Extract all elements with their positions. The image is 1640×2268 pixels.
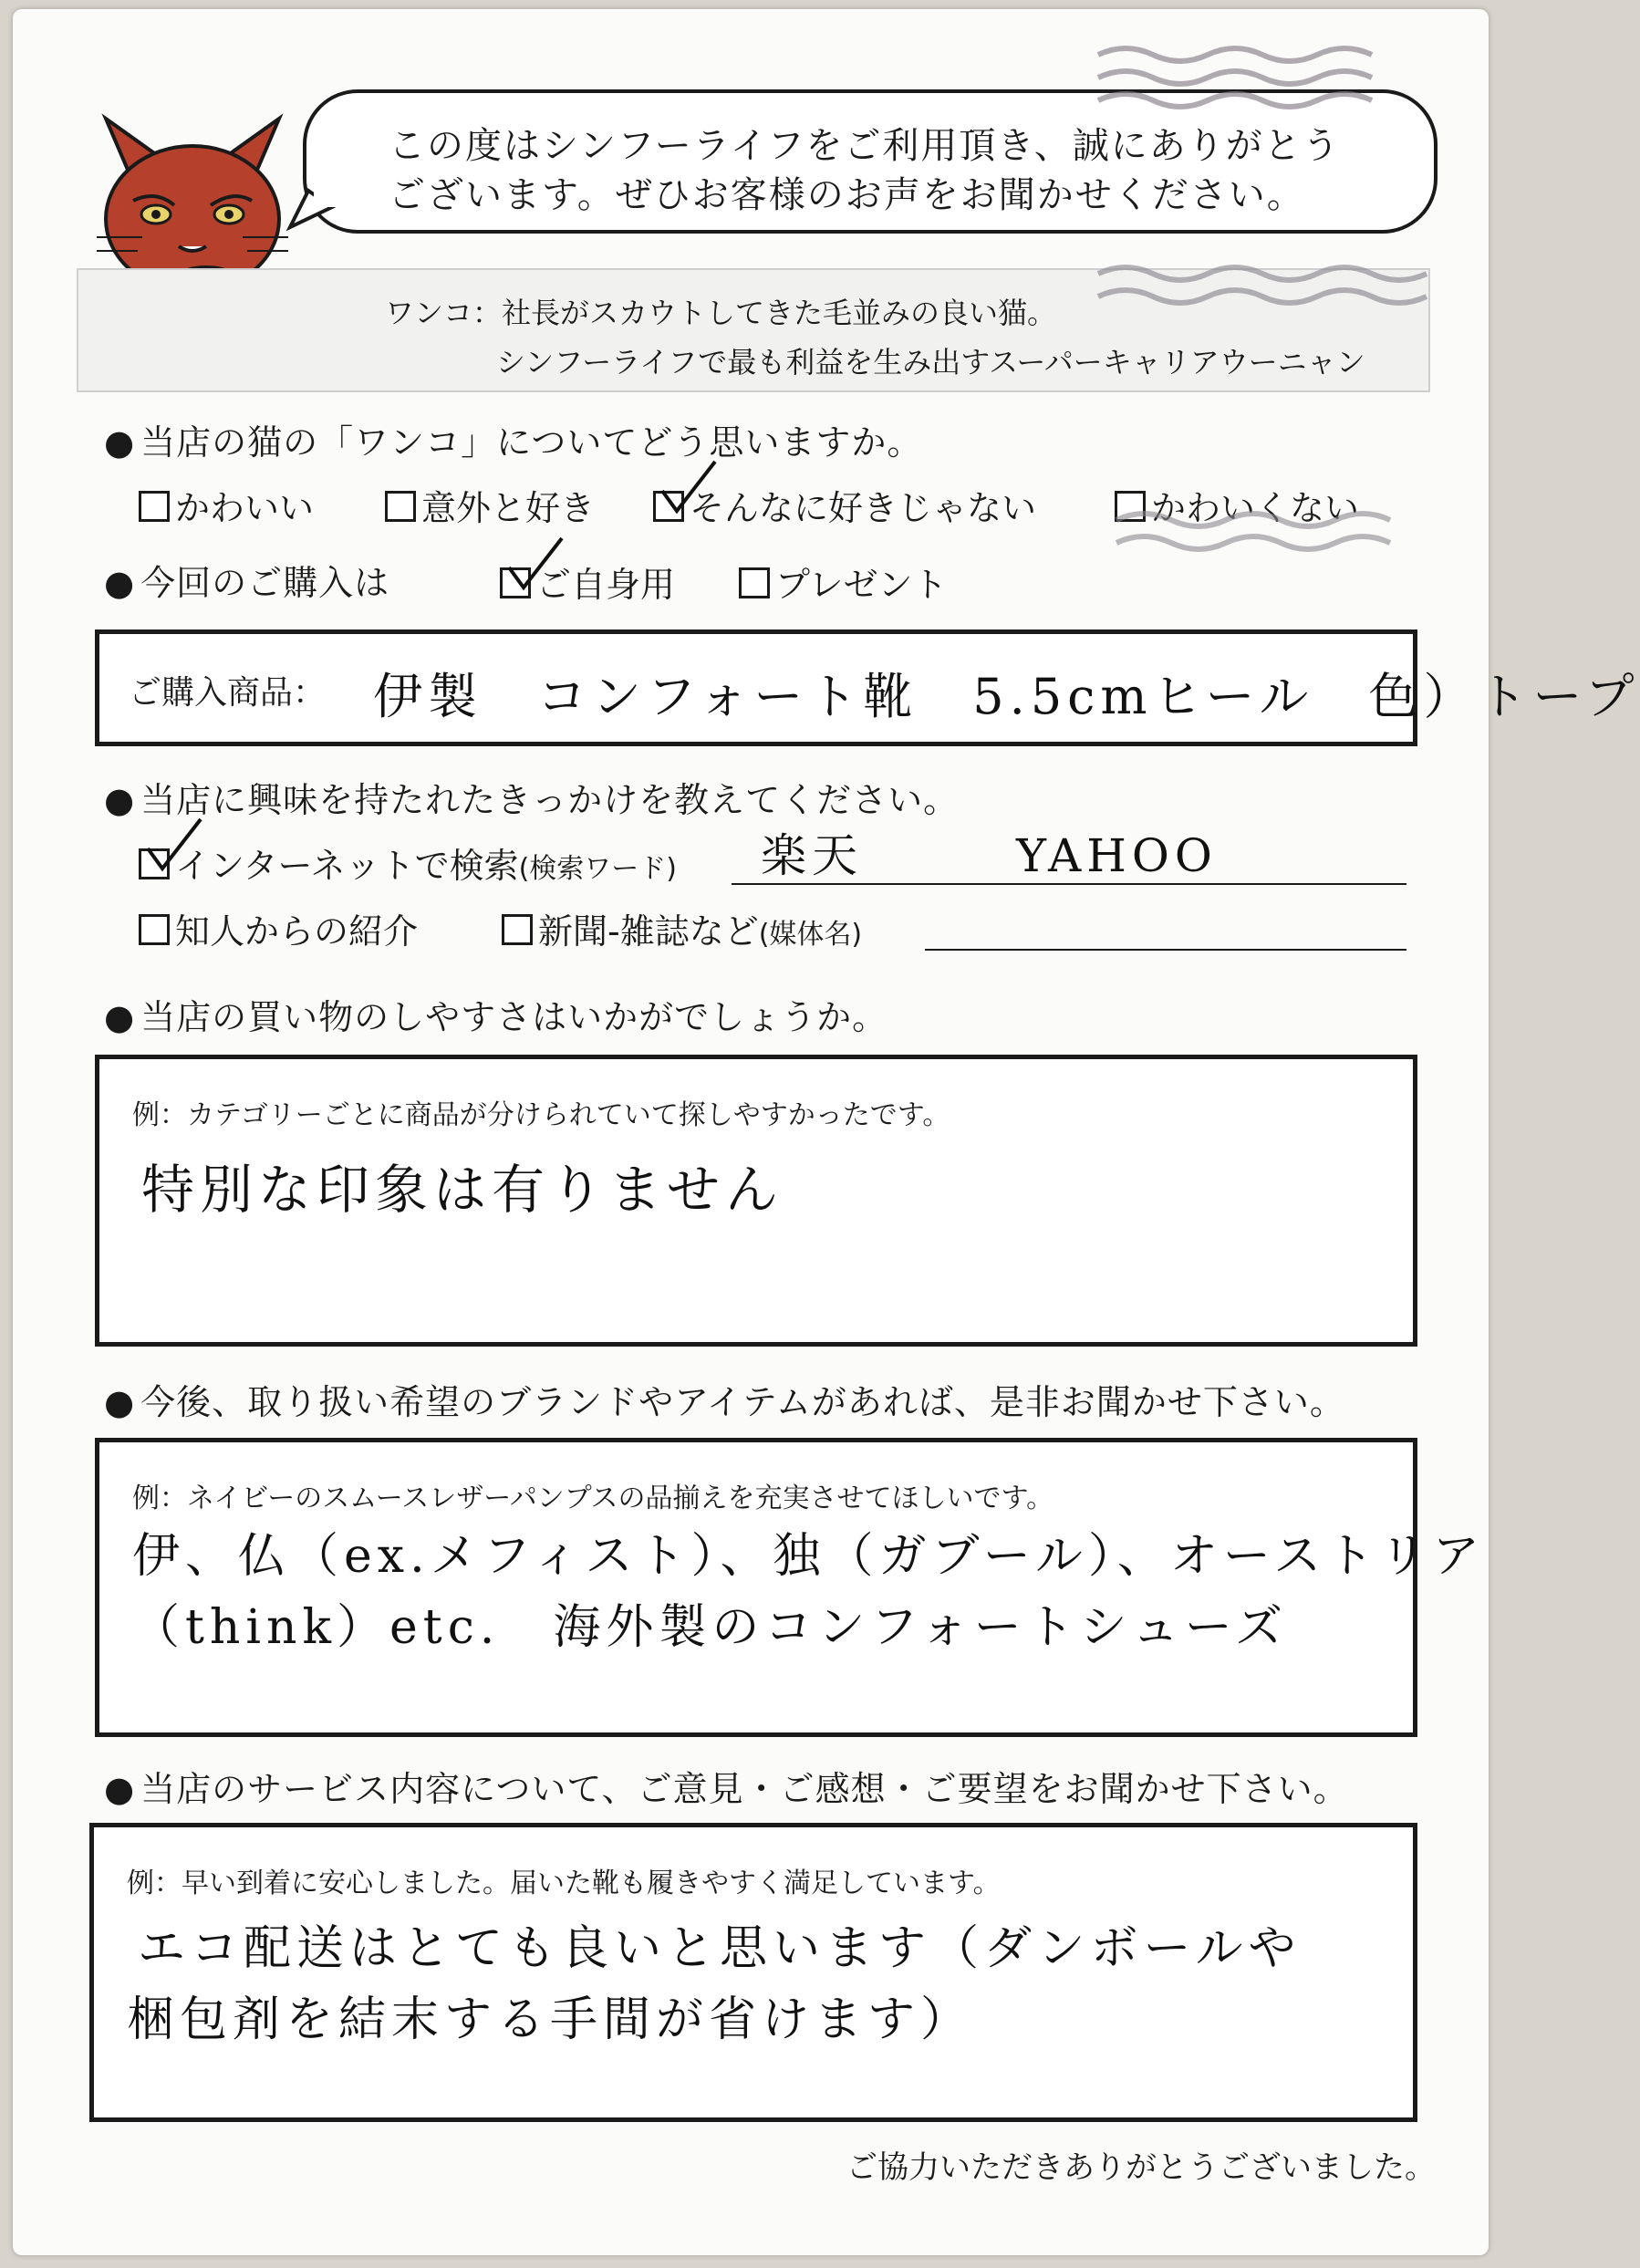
answer-box-4 bbox=[95, 1055, 1417, 1347]
q2-option-2[interactable]: プレゼント bbox=[739, 557, 947, 607]
postmark-wave-decoration bbox=[1116, 502, 1354, 566]
answer-5-line-2: （think）etc. 海外製のコンフォートシューズ bbox=[132, 1600, 1289, 1655]
q3-option-internet[interactable]: インターネットで検索(検索ワード) bbox=[139, 837, 677, 888]
example-5: 例：ネイビーのスムースレザーパンプスの品揃えを充実させてほしいです。 bbox=[132, 1483, 1054, 1514]
postmark-wave-decoration bbox=[1098, 255, 1399, 338]
checkbox[interactable] bbox=[385, 491, 416, 522]
answer-box-6 bbox=[89, 1823, 1417, 2122]
footer-thanks: ご協力いただきありがとうございました。 bbox=[846, 2149, 1436, 2186]
mascot-desc-line-2: シンフーライフで最も利益を生み出すスーパーキャリアウーニャン bbox=[496, 345, 1365, 380]
bubble-tail bbox=[286, 187, 341, 233]
checkbox[interactable] bbox=[139, 914, 170, 945]
question-1: ● 当店の猫の「ワンコ」についてどう思いますか。 bbox=[104, 414, 922, 464]
question-2: ● 今回のご購入は bbox=[104, 555, 389, 605]
checkbox[interactable] bbox=[139, 491, 170, 522]
answer-4-handwritten: 特別な印象は有りません bbox=[141, 1159, 784, 1221]
q1-option-1[interactable]: かわいい bbox=[139, 480, 314, 530]
product-handwritten: 伊製 コンフォート靴 5.5cmヒール 色）トープ bbox=[373, 668, 1640, 725]
check-mark-icon bbox=[503, 533, 567, 597]
product-label: ご購入商品： bbox=[129, 674, 327, 712]
q3-option-media[interactable]: 新聞-雑誌など(媒体名) bbox=[502, 903, 862, 953]
example-4: 例：カテゴリーごとに商品が分けられていて探しやすかったです。 bbox=[132, 1099, 950, 1131]
question-5: ● 今後、取り扱い希望のブランドやアイテムがあれば、是非お聞かせ下さい。 bbox=[104, 1374, 1345, 1424]
purchased-product-box bbox=[95, 629, 1640, 746]
answer-6-line-2: 梱包剤を結末する手間が省けます） bbox=[127, 1992, 974, 2047]
question-6: ● 当店のサービス内容について、ご意見・ご感想・ご要望をお聞かせ下さい。 bbox=[104, 1761, 1349, 1811]
search-words-handwritten: 楽天 YAHOO bbox=[761, 829, 1218, 882]
question-3: ● 当店に興味を持たれたきっかけを教えてください。 bbox=[104, 772, 959, 822]
checkbox[interactable] bbox=[502, 914, 533, 945]
survey-card bbox=[13, 9, 1640, 2255]
media-name-line bbox=[925, 949, 1406, 951]
checkbox[interactable] bbox=[739, 567, 770, 598]
q1-option-3[interactable]: そんなに好きじゃない bbox=[653, 480, 1036, 530]
question-4: ● 当店の買い物のしやすさはいかがでしょうか。 bbox=[104, 989, 887, 1039]
q2-option-1[interactable]: ご自身用 bbox=[500, 557, 675, 607]
postmark-wave-decoration bbox=[1098, 36, 1372, 119]
answer-box-5 bbox=[95, 1438, 1486, 1737]
search-words-line bbox=[732, 883, 1406, 885]
check-mark-icon bbox=[657, 456, 721, 520]
bubble-line-2: ございます。ぜひお客様のお声をお聞かせください。 bbox=[389, 174, 1305, 216]
check-mark-icon bbox=[142, 814, 206, 878]
mascot-desc-line-1: ワンコ：社長がスカウトしてきた毛並みの良い猫。 bbox=[385, 296, 1057, 330]
bubble-line-1: この度はシンフーライフをご利用頂き、誠にありがとう bbox=[389, 125, 1341, 167]
answer-5-line-1: 伊、仏（ex.メフィスト）、独（ガブール）、オーストリア bbox=[132, 1529, 1486, 1584]
q1-option-2[interactable]: 意外と好き bbox=[385, 480, 595, 530]
q3-option-friend[interactable]: 知人からの紹介 bbox=[139, 903, 418, 953]
answer-6-line-1: エコ配送はとても良いと思います（ダンボールや bbox=[138, 1921, 1302, 1976]
q1-option-4[interactable]: かわいくない bbox=[1115, 480, 1359, 530]
example-6: 例：早い到着に安心しました。届いた靴も履きやすく満足しています。 bbox=[127, 1867, 1001, 1899]
